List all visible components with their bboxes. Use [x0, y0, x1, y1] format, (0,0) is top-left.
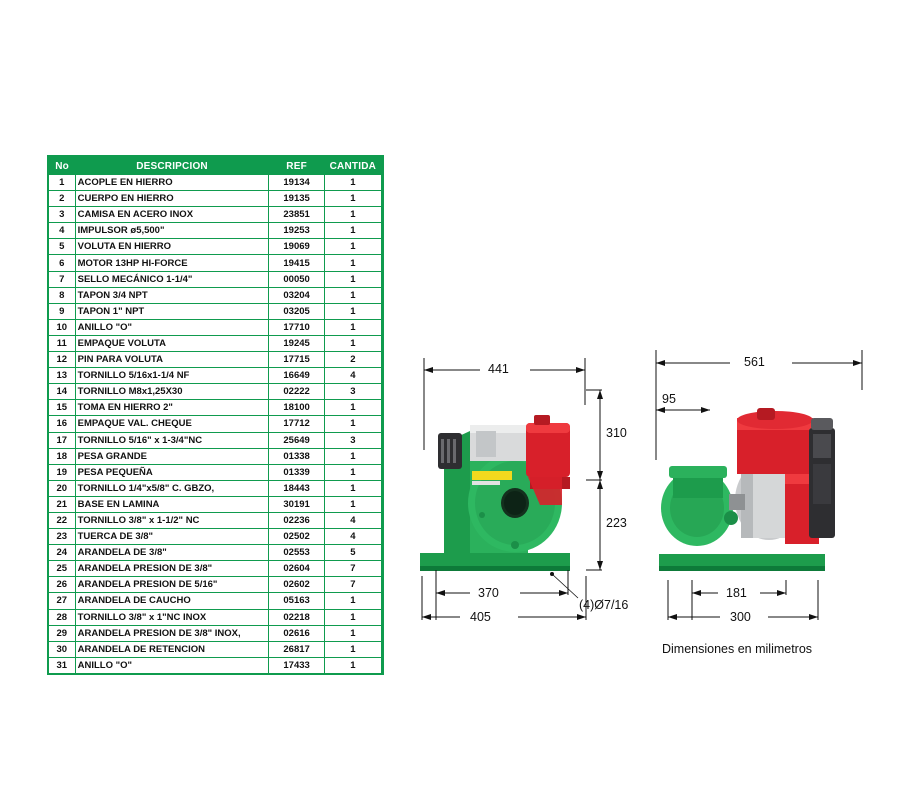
parts-table-header — [49, 157, 382, 175]
cell-ref: 19415 — [269, 255, 324, 271]
cell-ref: 02502 — [269, 529, 324, 545]
cell-no: 30 — [49, 641, 75, 657]
cell-descripcion: ARANDELA DE 3/8" — [75, 545, 269, 561]
cell-no: 10 — [49, 319, 75, 335]
cell-descripcion: ARANDELA DE RETENCION — [75, 641, 269, 657]
cell-cantidad: 4 — [324, 512, 381, 528]
table-row — [49, 657, 382, 673]
cell-no: 11 — [49, 335, 75, 351]
cell-ref: 17433 — [269, 657, 324, 673]
cell-descripcion: ARANDELA PRESION DE 3/8" — [75, 561, 269, 577]
dim-right-181: 181 — [726, 586, 747, 600]
dim-right-top-561: 561 — [744, 355, 765, 369]
cell-no: 31 — [49, 657, 75, 673]
cell-cantidad: 1 — [324, 239, 381, 255]
cell-no: 1 — [49, 175, 75, 191]
cell-ref: 26817 — [269, 641, 324, 657]
cell-ref: 03204 — [269, 287, 324, 303]
cell-cantidad: 1 — [324, 303, 381, 319]
cell-descripcion: ACOPLE EN HIERRO — [75, 175, 269, 191]
cell-descripcion: ARANDELA PRESION DE 3/8" INOX, — [75, 625, 269, 641]
dim-left-310: 310 — [606, 426, 627, 440]
cell-descripcion: TOMA EN HIERRO 2" — [75, 400, 269, 416]
cell-no: 26 — [49, 577, 75, 593]
dim-hole-note: (4)Ø7/16 — [579, 598, 629, 612]
cell-no: 28 — [49, 609, 75, 625]
cell-descripcion: TAPON 3/4 NPT — [75, 287, 269, 303]
dim-left-370: 370 — [478, 586, 499, 600]
cell-no: 6 — [49, 255, 75, 271]
cell-ref: 18443 — [269, 480, 324, 496]
cell-no: 22 — [49, 512, 75, 528]
column-header-no: No — [49, 157, 75, 175]
table-row — [49, 271, 382, 287]
cell-ref: 00050 — [269, 271, 324, 287]
cell-no: 18 — [49, 448, 75, 464]
cell-descripcion: TAPON 1" NPT — [75, 303, 269, 319]
cell-ref: 16649 — [269, 368, 324, 384]
cell-cantidad: 4 — [324, 368, 381, 384]
cell-cantidad: 7 — [324, 561, 381, 577]
cell-no: 27 — [49, 593, 75, 609]
cell-descripcion: IMPULSOR ø5,500" — [75, 223, 269, 239]
cell-ref: 19245 — [269, 335, 324, 351]
cell-cantidad: 2 — [324, 352, 381, 368]
table-row — [49, 609, 382, 625]
cell-descripcion: CAMISA EN ACERO INOX — [75, 207, 269, 223]
cell-cantidad: 1 — [324, 319, 381, 335]
table-row — [49, 223, 382, 239]
cell-ref: 02602 — [269, 577, 324, 593]
cell-no: 25 — [49, 561, 75, 577]
cell-no: 2 — [49, 191, 75, 207]
cell-no: 13 — [49, 368, 75, 384]
cell-cantidad: 1 — [324, 593, 381, 609]
table-row — [49, 368, 382, 384]
cell-descripcion: ARANDELA DE CAUCHO — [75, 593, 269, 609]
cell-descripcion: TORNILLO M8x1,25X30 — [75, 384, 269, 400]
cell-cantidad: 1 — [324, 271, 381, 287]
technical-drawing — [400, 330, 880, 670]
cell-no: 8 — [49, 287, 75, 303]
cell-cantidad: 1 — [324, 175, 381, 191]
cell-cantidad: 3 — [324, 432, 381, 448]
table-row — [49, 641, 382, 657]
cell-no: 15 — [49, 400, 75, 416]
cell-descripcion: CUERPO EN HIERRO — [75, 191, 269, 207]
table-row — [49, 255, 382, 271]
cell-ref: 30191 — [269, 496, 324, 512]
cell-ref: 02604 — [269, 561, 324, 577]
cell-no: 21 — [49, 496, 75, 512]
table-row — [49, 545, 382, 561]
column-header-cantidad: CANTIDA — [324, 157, 381, 175]
cell-descripcion: PESA PEQUEÑA — [75, 464, 269, 480]
table-row — [49, 191, 382, 207]
cell-descripcion: TUERCA DE 3/8" — [75, 529, 269, 545]
cell-ref: 19253 — [269, 223, 324, 239]
dim-right-300: 300 — [730, 610, 751, 624]
cell-no: 19 — [49, 464, 75, 480]
cell-cantidad: 1 — [324, 625, 381, 641]
cell-ref: 02616 — [269, 625, 324, 641]
table-header-row — [49, 157, 382, 175]
cell-ref: 25649 — [269, 432, 324, 448]
table-row — [49, 593, 382, 609]
cell-cantidad: 1 — [324, 480, 381, 496]
parts-table — [47, 155, 384, 675]
cell-cantidad: 1 — [324, 335, 381, 351]
cell-no: 24 — [49, 545, 75, 561]
cell-cantidad: 1 — [324, 400, 381, 416]
table-row — [49, 319, 382, 335]
cell-ref: 19134 — [269, 175, 324, 191]
cell-descripcion: ARANDELA PRESION DE 5/16" — [75, 577, 269, 593]
cell-ref: 17712 — [269, 416, 324, 432]
cell-descripcion: EMPAQUE VOLUTA — [75, 335, 269, 351]
cell-descripcion: ANILLO "O" — [75, 657, 269, 673]
cell-cantidad: 1 — [324, 191, 381, 207]
table-row — [49, 239, 382, 255]
table-row — [49, 384, 382, 400]
table-row — [49, 175, 382, 191]
cell-cantidad: 1 — [324, 464, 381, 480]
cell-descripcion: EMPAQUE VAL. CHEQUE — [75, 416, 269, 432]
table-row — [49, 400, 382, 416]
cell-no: 17 — [49, 432, 75, 448]
parts-table-grid — [49, 157, 382, 673]
cell-ref: 19135 — [269, 191, 324, 207]
cell-no: 4 — [49, 223, 75, 239]
column-header-descripcion: DESCRIPCION — [75, 157, 269, 175]
cell-cantidad: 1 — [324, 641, 381, 657]
cell-no: 16 — [49, 416, 75, 432]
cell-no: 9 — [49, 303, 75, 319]
table-row — [49, 303, 382, 319]
cell-cantidad: 4 — [324, 529, 381, 545]
cell-descripcion: SELLO MECÁNICO 1-1/4" — [75, 271, 269, 287]
cell-ref: 23851 — [269, 207, 324, 223]
cell-descripcion: ANILLO "O" — [75, 319, 269, 335]
table-row — [49, 561, 382, 577]
parts-table-body — [49, 175, 382, 673]
table-row — [49, 416, 382, 432]
cell-cantidad: 7 — [324, 577, 381, 593]
dim-left-top-441: 441 — [488, 362, 509, 376]
cell-cantidad: 3 — [324, 384, 381, 400]
cell-ref: 01338 — [269, 448, 324, 464]
table-row — [49, 448, 382, 464]
table-row — [49, 512, 382, 528]
cell-cantidad: 1 — [324, 287, 381, 303]
cell-cantidad: 1 — [324, 416, 381, 432]
cell-no: 23 — [49, 529, 75, 545]
cell-descripcion: MOTOR 13HP HI-FORCE — [75, 255, 269, 271]
cell-descripcion: TORNILLO 5/16" x 1-3/4"NC — [75, 432, 269, 448]
table-row — [49, 496, 382, 512]
cell-ref: 18100 — [269, 400, 324, 416]
cell-no: 7 — [49, 271, 75, 287]
table-row — [49, 480, 382, 496]
cell-descripcion: PESA GRANDE — [75, 448, 269, 464]
column-header-ref: REF — [269, 157, 324, 175]
cell-ref: 05163 — [269, 593, 324, 609]
cell-ref: 17715 — [269, 352, 324, 368]
cell-ref: 02218 — [269, 609, 324, 625]
dim-left-223: 223 — [606, 516, 627, 530]
units-caption: Dimensiones en milimetros — [662, 642, 813, 656]
cell-ref: 19069 — [269, 239, 324, 255]
cell-descripcion: TORNILLO 3/8" x 1"NC INOX — [75, 609, 269, 625]
table-row — [49, 432, 382, 448]
cell-descripcion: TORNILLO 1/4"x5/8" C. GBZO, — [75, 480, 269, 496]
cell-ref: 03205 — [269, 303, 324, 319]
cell-cantidad: 1 — [324, 207, 381, 223]
cell-descripcion: TORNILLO 3/8" x 1-1/2" NC — [75, 512, 269, 528]
table-row — [49, 529, 382, 545]
cell-cantidad: 1 — [324, 496, 381, 512]
cell-no: 5 — [49, 239, 75, 255]
cell-descripcion: VOLUTA EN HIERRO — [75, 239, 269, 255]
dim-right-95: 95 — [662, 392, 676, 406]
cell-ref: 01339 — [269, 464, 324, 480]
cell-no: 29 — [49, 625, 75, 641]
table-row — [49, 625, 382, 641]
cell-ref: 02236 — [269, 512, 324, 528]
table-row — [49, 352, 382, 368]
cell-no: 3 — [49, 207, 75, 223]
cell-no: 14 — [49, 384, 75, 400]
table-row — [49, 207, 382, 223]
cell-cantidad: 1 — [324, 223, 381, 239]
cell-descripcion: BASE EN LAMINA — [75, 496, 269, 512]
cell-ref: 02222 — [269, 384, 324, 400]
cell-cantidad: 1 — [324, 448, 381, 464]
cell-no: 20 — [49, 480, 75, 496]
cell-cantidad: 1 — [324, 609, 381, 625]
table-row — [49, 464, 382, 480]
cell-ref: 02553 — [269, 545, 324, 561]
cell-descripcion: TORNILLO 5/16x1-1/4 NF — [75, 368, 269, 384]
cell-descripcion: PIN PARA VOLUTA — [75, 352, 269, 368]
cell-ref: 17710 — [269, 319, 324, 335]
table-row — [49, 287, 382, 303]
cell-cantidad: 1 — [324, 657, 381, 673]
cell-cantidad: 5 — [324, 545, 381, 561]
table-row — [49, 577, 382, 593]
table-row — [49, 335, 382, 351]
cell-no: 12 — [49, 352, 75, 368]
dim-left-405: 405 — [470, 610, 491, 624]
cell-cantidad: 1 — [324, 255, 381, 271]
